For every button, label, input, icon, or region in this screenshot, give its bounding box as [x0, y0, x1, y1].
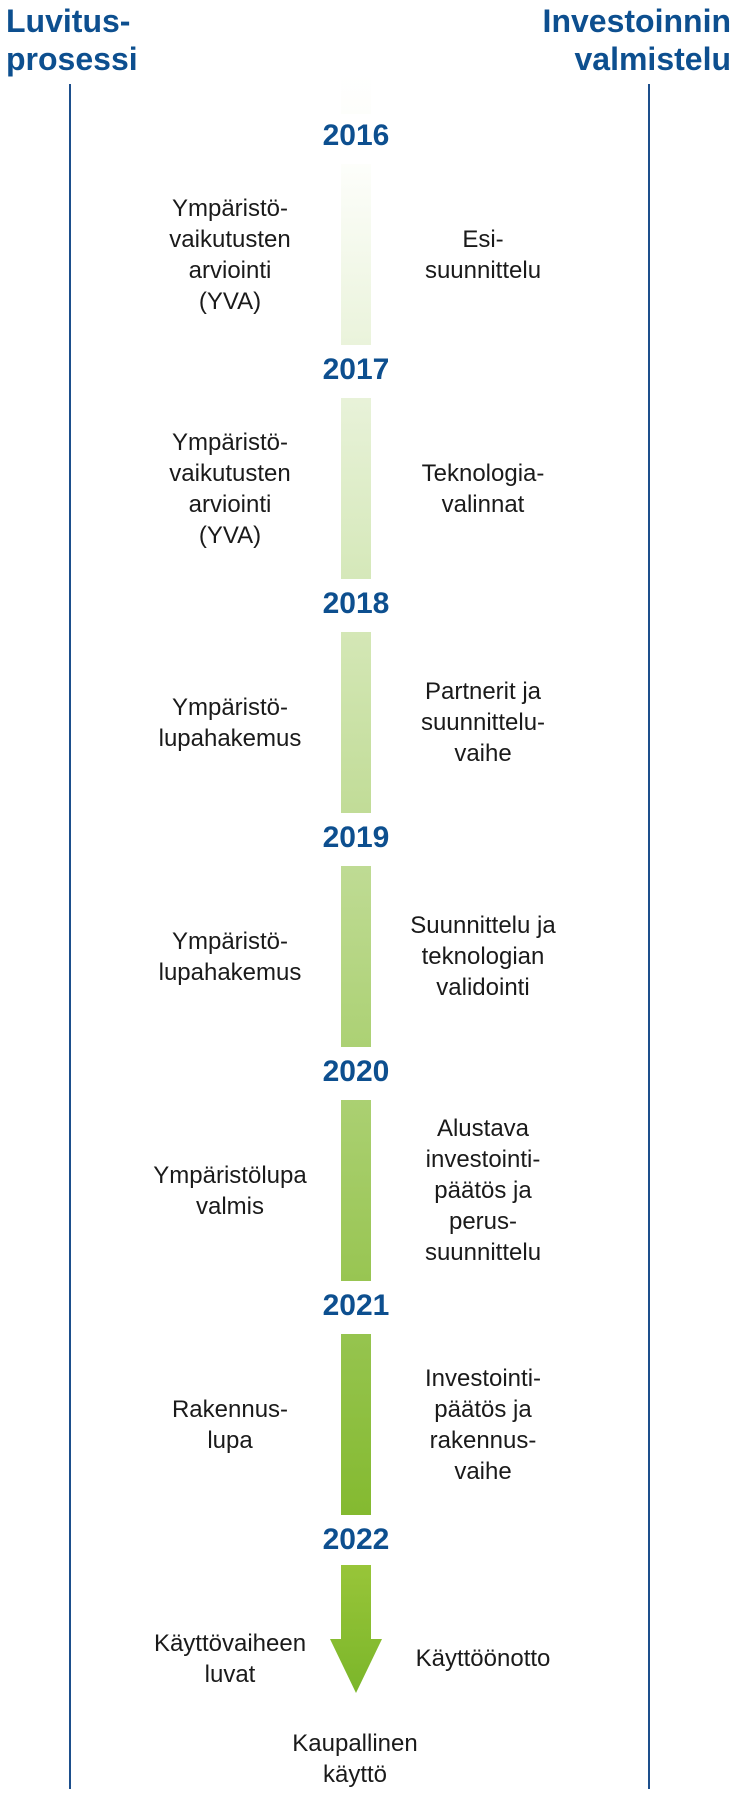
- investment-step: Esi- suunnittelu: [424, 226, 542, 284]
- timeline-bar-segment: [341, 632, 371, 813]
- year-label: 2018: [322, 587, 390, 620]
- header-right-investment-preparation: Investoinnin valmistelu: [542, 3, 731, 77]
- permitting-step: Ympäristölupa valmis: [153, 1162, 307, 1220]
- year-label: 2021: [322, 1289, 390, 1322]
- investment-step: Suunnittelu ja teknologian validointi: [410, 912, 556, 1001]
- permitting-step: Ympäristö- lupahakemus: [158, 928, 302, 986]
- left-divider-line: [69, 84, 71, 1789]
- year-label: 2016: [322, 119, 390, 152]
- header-left-permitting-process: Luvitus- prosessi: [6, 3, 138, 77]
- timeline-bar-segment: [341, 1334, 371, 1515]
- timeline-bar-segment: [341, 1100, 371, 1281]
- year-label: 2019: [322, 821, 390, 854]
- timeline-arrow-icon: [330, 1565, 382, 1693]
- investment-step: Alustava investointi- päätös ja perus- suunnittelu: [424, 1115, 542, 1266]
- right-divider-line: [648, 84, 650, 1789]
- year-label: 2017: [322, 353, 390, 386]
- timeline-bar-segment: [341, 866, 371, 1047]
- investment-step: Käyttöönotto: [415, 1645, 551, 1672]
- commercial-use-label: Kaupallinen käyttö: [292, 1730, 418, 1788]
- year-label: 2022: [322, 1523, 390, 1556]
- investment-step: Investointi- päätös ja rakennus- vaihe: [424, 1365, 542, 1485]
- year-label: 2020: [322, 1055, 390, 1088]
- investment-step: Partnerit ja suunnittelu- vaihe: [420, 678, 546, 767]
- timeline-bar-segment: [341, 398, 371, 579]
- permitting-step: Käyttövaiheen luvat: [153, 1630, 307, 1688]
- permitting-step: Ympäristö- vaikutusten arviointi (YVA): [169, 429, 291, 549]
- timeline-bar-segment: [341, 164, 371, 345]
- timeline-bar-lead: [341, 74, 371, 114]
- permitting-step: Ympäristö- vaikutusten arviointi (YVA): [169, 195, 291, 315]
- permitting-step: Ympäristö- lupahakemus: [158, 694, 302, 752]
- permitting-step: Rakennus- lupa: [171, 1396, 289, 1454]
- investment-step: Teknologia- valinnat: [421, 460, 545, 518]
